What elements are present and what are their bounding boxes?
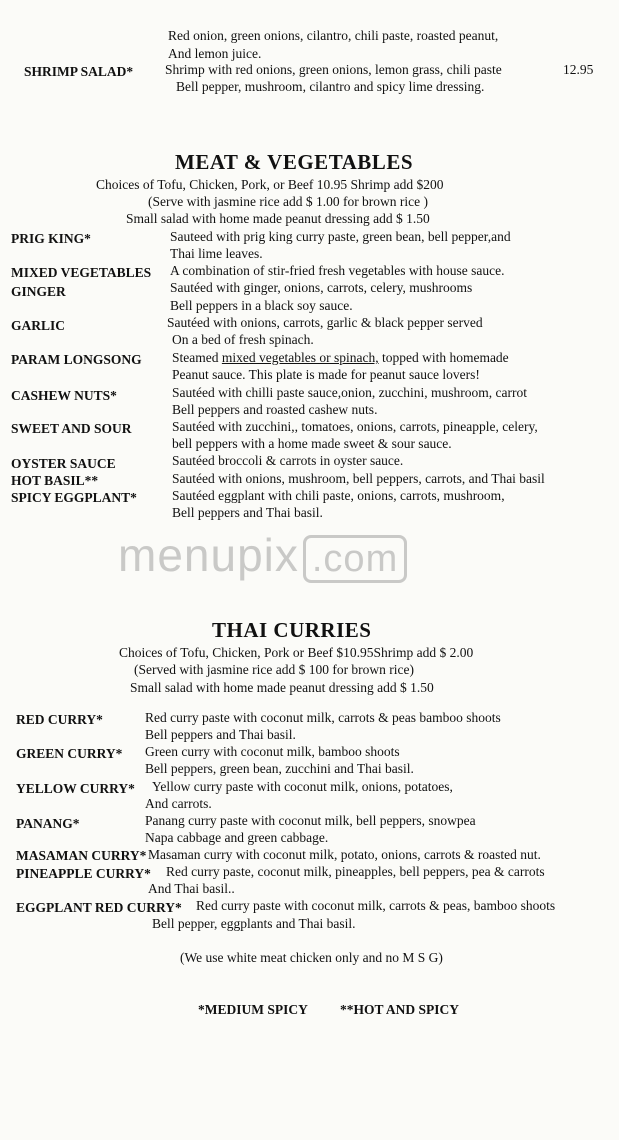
menupix-watermark xyxy=(118,528,407,583)
menu-item-name: PRIG KING* xyxy=(11,231,91,246)
menu-item-description: Red curry paste, coconut milk, pineapples, bell peppers, pea & carrots xyxy=(166,864,545,879)
shrimp-salad-name: SHRIMP SALAD* xyxy=(24,64,134,79)
menu-item-name: OYSTER SAUCE xyxy=(11,456,116,471)
menu-item-description: Sautéed with ginger, onions, carrots, celery, mushrooms xyxy=(170,280,473,295)
menu-item-description: Bell peppers and Thai basil. xyxy=(145,727,296,742)
curry-salad-line: Small salad with home made peanut dressing add $ 1.50 xyxy=(130,680,434,695)
salad-description-line: Red onion, green onions, cilantro, chili paste, roasted peanut, xyxy=(168,28,499,43)
menu-item-name: GINGER xyxy=(11,284,66,299)
menu-item-description: And Thai basil.. xyxy=(148,881,235,896)
menu-item-description xyxy=(172,350,509,366)
menu-item-description: Bell peppers in a black soy sauce. xyxy=(170,298,353,313)
desc-part: Steamed xyxy=(172,350,222,365)
menu-item-description: Red curry paste with coconut milk, carrots & peas bamboo shoots xyxy=(145,710,501,725)
menu-item-description: Sautéed with onions, carrots, garlic & black pepper served xyxy=(167,315,483,330)
menu-item-description: And carrots. xyxy=(145,796,212,811)
desc-underlined: mixed vegetables or spinach, xyxy=(221,350,379,365)
desc-part: topped with homemade xyxy=(378,350,509,365)
shrimp-salad-description: Shrimp with red onions, green onions, lemon grass, chili paste xyxy=(165,62,502,77)
menu-item-description: Thai lime leaves. xyxy=(170,246,263,261)
menu-item-description: A combination of stir-fried fresh vegetables with house sauce. xyxy=(170,263,505,278)
medium-spicy-legend: *MEDIUM SPICY xyxy=(198,1002,308,1017)
menu-item-description: Yellow curry paste with coconut milk, onions, potatoes, xyxy=(152,779,453,794)
hot-spicy-legend: **HOT AND SPICY xyxy=(340,1002,460,1017)
menu-item-description: Sautéed with onions, mushroom, bell peppers, carrots, and Thai basil xyxy=(172,471,545,486)
shrimp-salad-description: Bell pepper, mushroom, cilantro and spicy lime dressing. xyxy=(176,79,485,94)
menu-item-name: CASHEW NUTS* xyxy=(11,388,117,403)
shrimp-salad-price: 12.95 xyxy=(563,62,594,77)
menu-item-name: YELLOW CURRY* xyxy=(16,781,135,796)
menu-item-description: On a bed of fresh spinach. xyxy=(172,332,314,347)
menu-item-description: Sautéed eggplant with chili paste, onions, carrots, mushroom, xyxy=(172,488,505,503)
menu-item-name: MASAMAN CURRY* xyxy=(16,848,147,863)
menu-item-name: GREEN CURRY* xyxy=(16,746,123,761)
menu-item-name: PANANG* xyxy=(16,816,80,831)
menu-item-name: PARAM LONGSONG xyxy=(11,352,142,367)
menu-item-description: Bell pepper, eggplants and Thai basil. xyxy=(152,916,356,931)
curry-choices-line: Choices of Tofu, Chicken, Pork or Beef $10.95Shrimp add $ 2.00 xyxy=(119,645,474,660)
menu-item-description: Panang curry paste with coconut milk, bell peppers, snowpea xyxy=(145,813,476,828)
meat-vegetables-heading: MEAT & VEGETABLES xyxy=(175,150,414,174)
menu-item-description: Green curry with coconut milk, bamboo shoots xyxy=(145,744,400,759)
thai-curries-heading: THAI CURRIES xyxy=(212,618,372,642)
menu-item-name: SPICY EGGPLANT* xyxy=(11,490,137,505)
meat-rice-line: (Serve with jasmine rice add $ 1.00 for brown rice ) xyxy=(148,194,429,209)
menu-item-name: HOT BASIL** xyxy=(11,473,99,488)
menu-item-description: Sautéed with zucchini,, tomatoes, onions, carrots, pineapple, celery, xyxy=(172,419,538,434)
curry-rice-line: (Served with jasmine rice add $ 100 for brown rice) xyxy=(134,662,415,677)
menu-item-name: MIXED VEGETABLES xyxy=(11,265,152,280)
menu-item-name: EGGPLANT RED CURRY* xyxy=(16,900,182,915)
menu-item-description: Bell peppers, green bean, zucchini and Thai basil. xyxy=(145,761,414,776)
menu-item-description: Sautéed with chilli paste sauce,onion, zucchini, mushroom, carrot xyxy=(172,385,528,400)
menu-item-name: RED CURRY* xyxy=(16,712,103,727)
menu-item-description: Bell peppers and roasted cashew nuts. xyxy=(172,402,378,417)
watermark-box: .com xyxy=(303,535,407,583)
salad-description-line: And lemon juice. xyxy=(168,46,262,61)
menu-item-description: Sauteed with prig king curry paste, green bean, bell pepper,and xyxy=(170,229,511,244)
menu-item-name: PINEAPPLE CURRY* xyxy=(16,866,151,881)
menu-item-description: Peanut sauce. This plate is made for peanut sauce lovers! xyxy=(172,367,480,382)
meat-salad-line: Small salad with home made peanut dressing add $ 1.50 xyxy=(126,211,430,226)
menu-item-description: Bell peppers and Thai basil. xyxy=(172,505,323,520)
msg-note: (We use white meat chicken only and no M S G) xyxy=(180,950,443,965)
menu-item-name: SWEET AND SOUR xyxy=(11,421,132,436)
menu-item-description: Sautéed broccoli & carrots in oyster sauce. xyxy=(172,453,404,468)
menu-item-description: Napa cabbage and green cabbage. xyxy=(145,830,329,845)
menu-item-description: Red curry paste with coconut milk, carrots & peas, bamboo shoots xyxy=(196,898,556,913)
menu-item-description: bell peppers with a home made sweet & sour sauce. xyxy=(172,436,452,451)
meat-choices-line: Choices of Tofu, Chicken, Pork, or Beef 10.95 Shrimp add $200 xyxy=(96,177,444,192)
menu-item-description: Masaman curry with coconut milk, potato, onions, carrots & roasted nut. xyxy=(148,847,541,862)
watermark-word: menupix xyxy=(118,529,299,581)
menu-item-name: GARLIC xyxy=(11,318,66,333)
